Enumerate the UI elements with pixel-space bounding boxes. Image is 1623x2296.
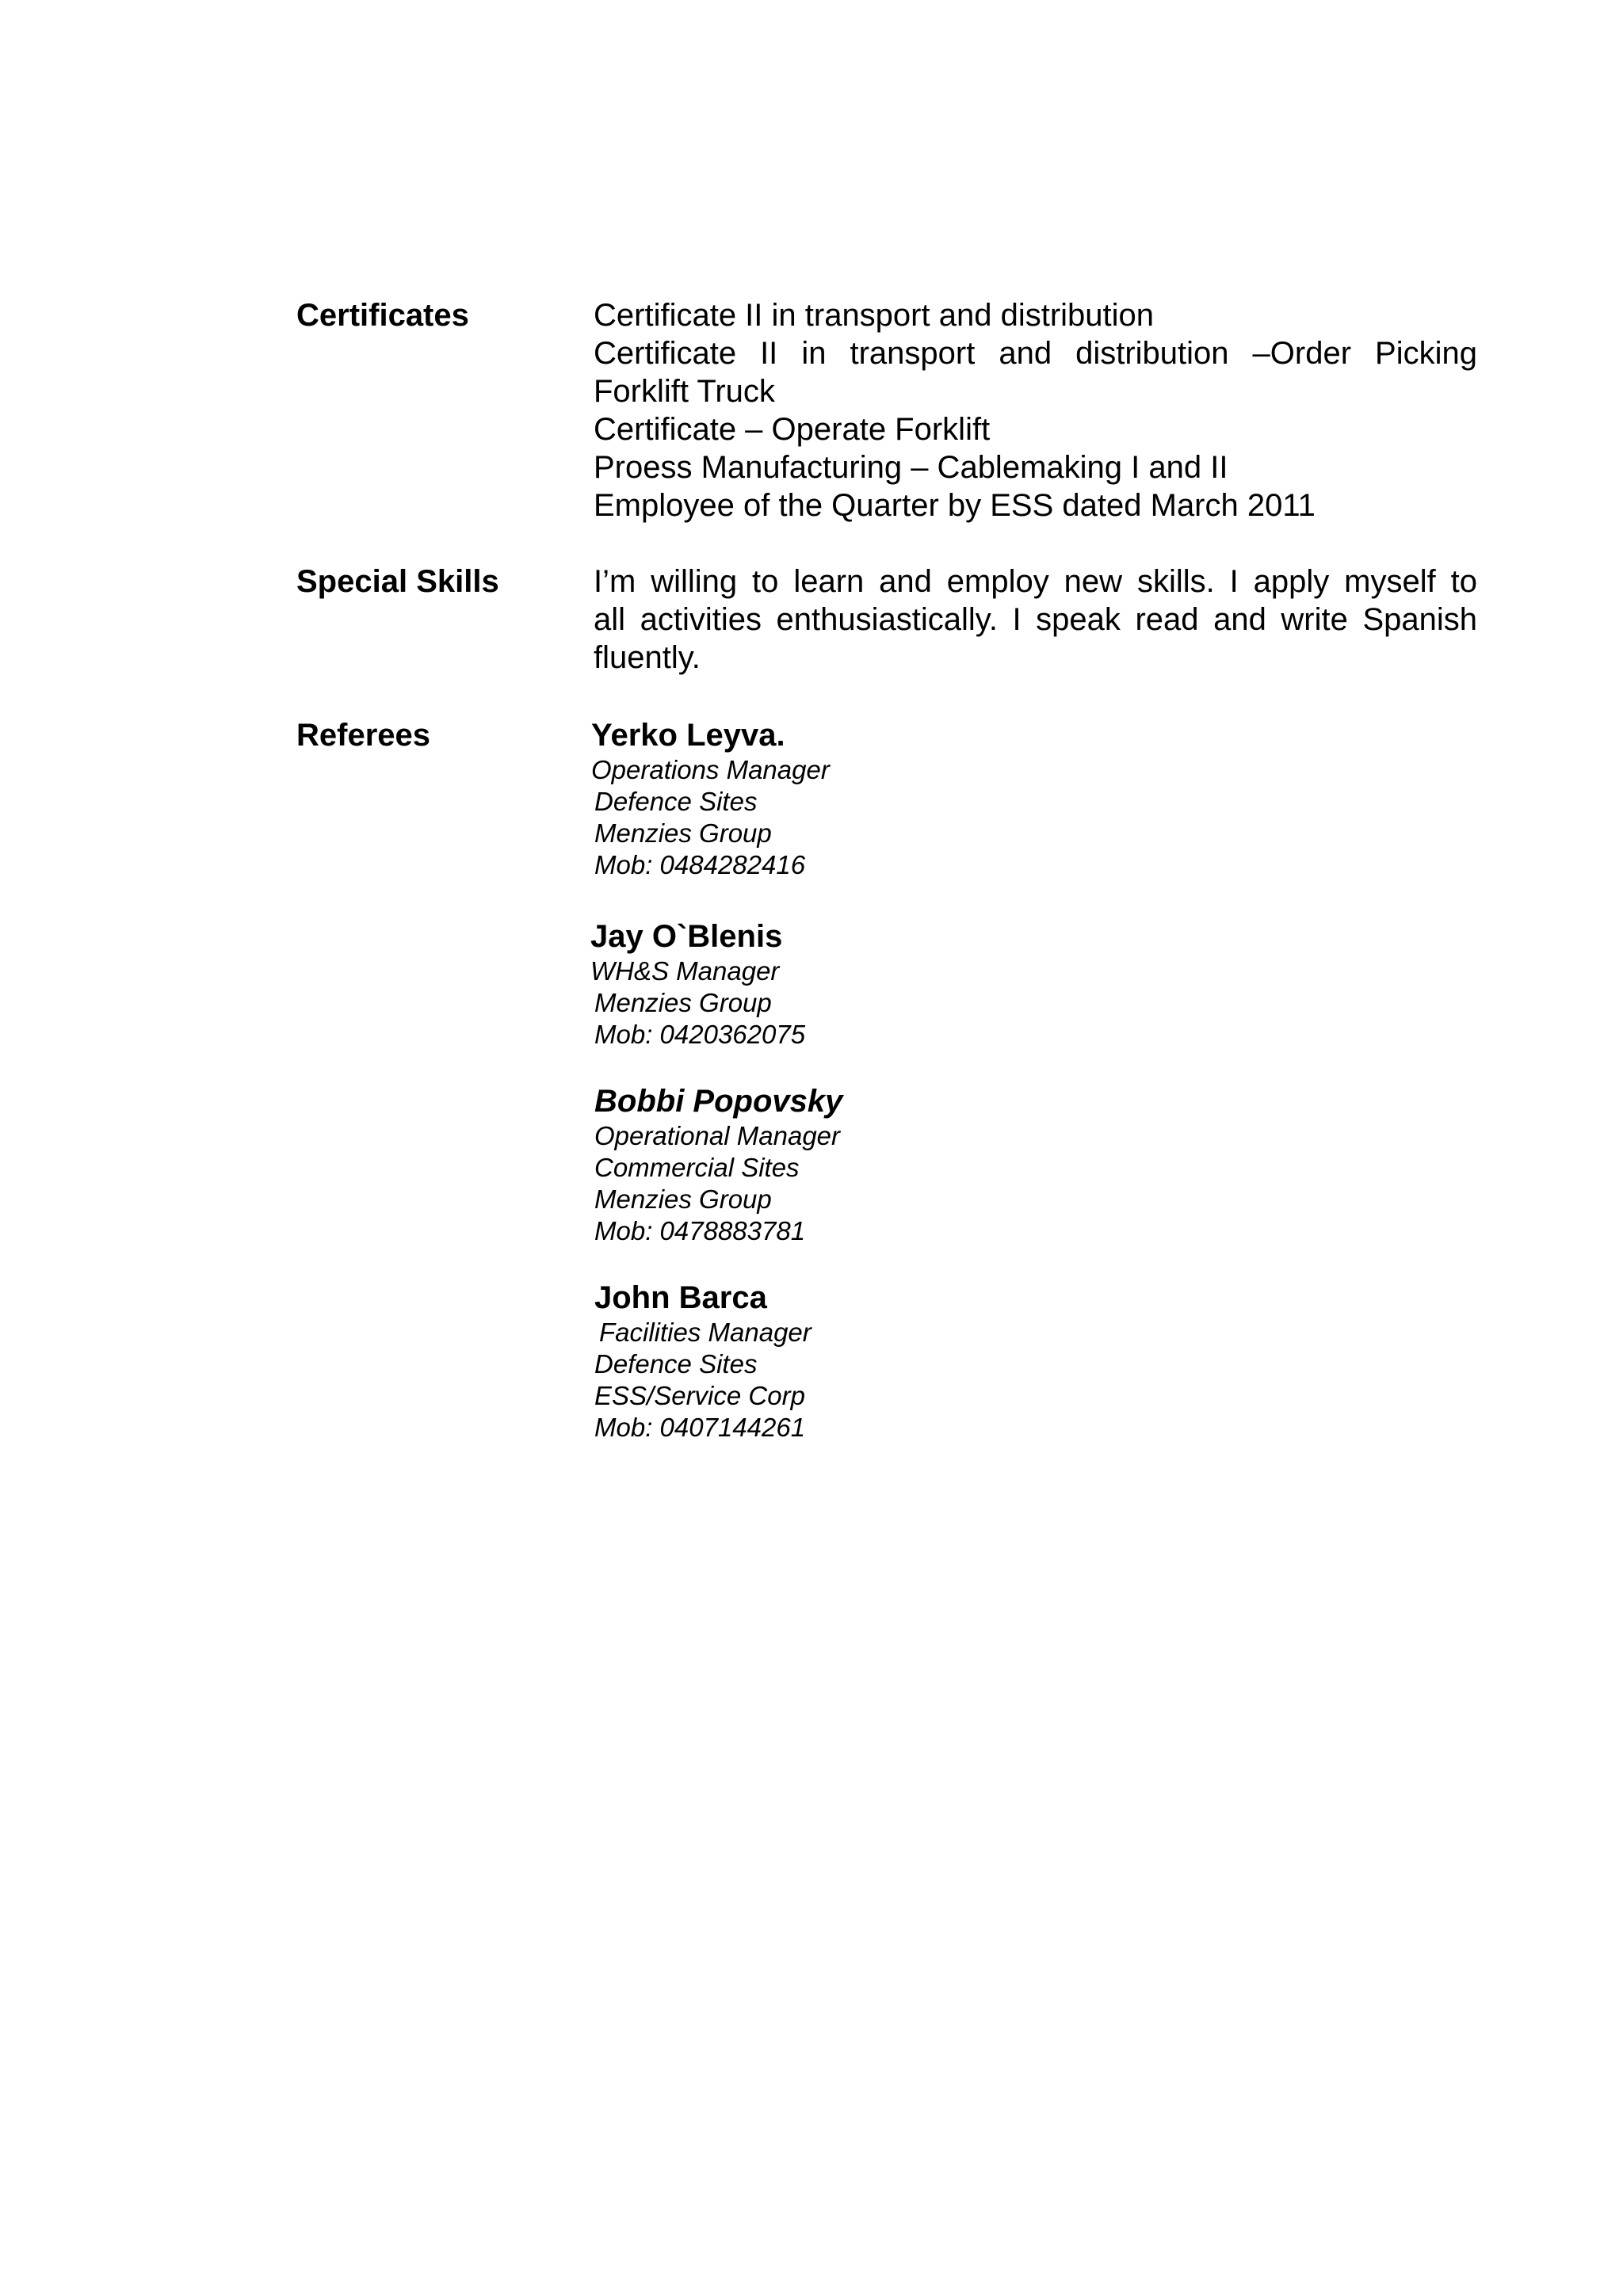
referee-phone: Mob: 0420362075	[594, 1020, 806, 1049]
referee-entry	[590, 917, 805, 1051]
referees-label: Referees	[296, 718, 431, 753]
referee-title: Facilities Manager	[599, 1318, 812, 1347]
referee-detail: Defence Sites	[594, 1349, 758, 1379]
referee-detail: Menzies Group	[594, 988, 772, 1017]
special-skills-line: all activities enthusiastically. I speak read and write Spanish	[594, 602, 1477, 637]
referee-detail: Commercial Sites	[594, 1153, 800, 1182]
referee-phone: Mob: 0478883781	[594, 1216, 806, 1245]
referee-entry	[594, 1082, 842, 1247]
referee-detail: Menzies Group	[594, 1184, 772, 1214]
referee-detail: ESS/Service Corp	[594, 1381, 805, 1410]
special-skills-line: fluently.	[594, 640, 701, 675]
certificate-item: Employee of the Quarter by ESS dated March 2011	[594, 488, 1316, 523]
referee-title: Operations Manager	[591, 755, 830, 784]
certificate-item: Certificate II in transport and distribution –Order Picking	[594, 336, 1477, 371]
referee-detail: Menzies Group	[594, 818, 772, 848]
referee-name: Yerko Leyva.	[591, 718, 785, 753]
referee-title: WH&S Manager	[590, 956, 780, 986]
referee-name: Bobbi Popovsky	[594, 1084, 843, 1119]
special-skills-line: I’m willing to learn and employ new skills. I apply myself to	[594, 564, 1477, 599]
special-skills-text	[594, 563, 1477, 677]
referee-name: John Barca	[594, 1280, 767, 1315]
certificate-item: Forklift Truck	[594, 374, 775, 409]
certificates-label: Certificates	[296, 298, 469, 333]
referee-phone: Mob: 0407144261	[594, 1413, 806, 1442]
certificate-item: Certificate II in transport and distribution	[594, 298, 1155, 333]
referee-title: Operational Manager	[594, 1121, 841, 1150]
referee-entry	[591, 716, 830, 881]
certificate-item: Certificate – Operate Forklift	[594, 412, 991, 447]
certificate-item: Proess Manufacturing – Cablemaking I and II	[594, 450, 1228, 485]
referee-entry	[594, 1279, 812, 1444]
referee-detail: Defence Sites	[594, 787, 758, 816]
certificates-list	[594, 296, 1477, 524]
special-skills-label: Special Skills	[296, 564, 499, 599]
referee-phone: Mob: 0484282416	[594, 850, 806, 879]
referee-name: Jay O`Blenis	[590, 919, 783, 954]
